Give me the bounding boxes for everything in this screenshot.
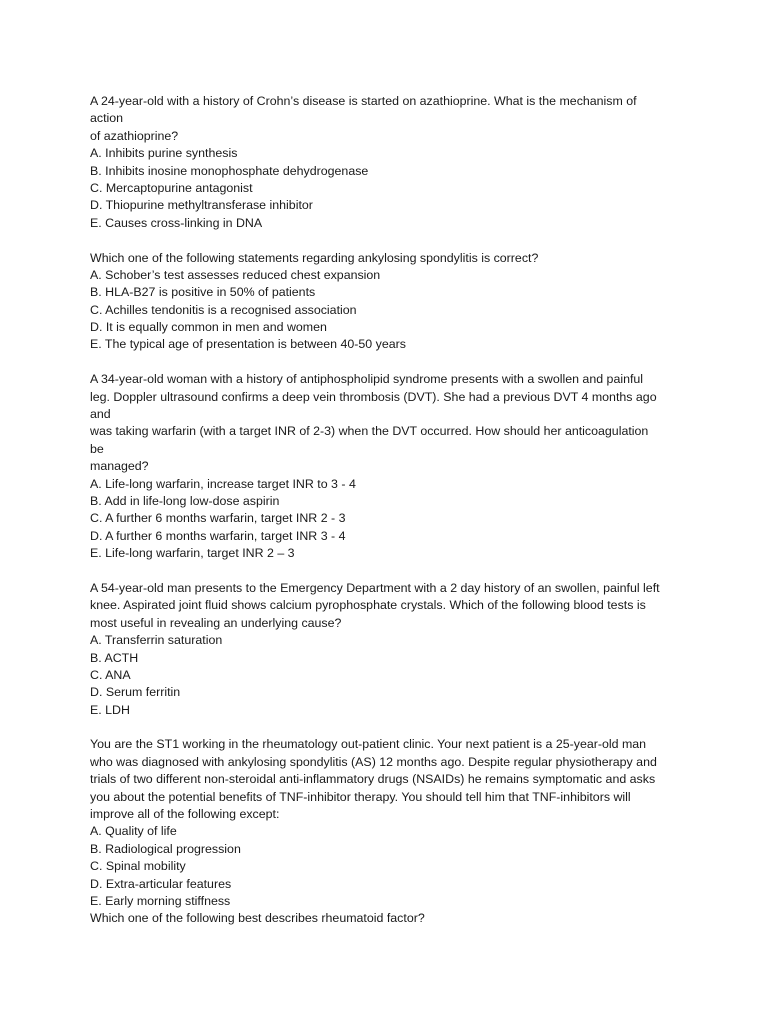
question-stem-line: of azathioprine? [90,128,179,143]
question-6-stem: Which one of the following best describes rheumatoid factor? [90,911,425,926]
question-2 [90,250,690,354]
answer-option-d: D. Extra-articular features [90,876,232,891]
answer-option-e: E. The typical age of presentation is between 40-50 years [90,337,406,352]
question-stem-line: Which one of the following statements regarding ankylosing spondylitis is correct? [90,250,539,265]
answer-option-b: B. HLA-B27 is positive in 50% of patients [90,285,316,300]
answer-option-c: C. A further 6 months warfarin, target INR 2 - 3 [90,511,346,526]
question-5 [90,736,690,910]
question-stem-line: improve all of the following except: [90,807,280,822]
question-stem-line: be [90,441,104,456]
question-stem-line: A 54-year-old man presents to the Emergency Department with a 2 day history of an swollen, painful left [90,580,660,595]
question-stem-line: most useful in revealing an underlying cause? [90,615,342,630]
answer-option-d: D. It is equally common in men and women [90,320,327,335]
answer-option-c: C. Mercaptopurine antagonist [90,180,253,195]
answer-option-b: B. Add in life-long low-dose aspirin [90,493,280,508]
answer-option-e: E. Causes cross-linking in DNA [90,215,263,230]
question-stem-line: action [90,111,124,126]
answer-option-e: E. Early morning stiffness [90,893,231,908]
answer-option-b: B. ACTH [90,650,139,665]
answer-option-c: C. Spinal mobility [90,859,186,874]
answer-option-e: E. Life-long warfarin, target INR 2 – 3 [90,546,295,561]
answer-option-c: C. Achilles tendonitis is a recognised association [90,302,357,317]
question-stem-line: knee. Aspirated joint fluid shows calcium pyrophosphate crystals. Which of the following blood tests is [90,598,646,613]
question-stem-line: was taking warfarin (with a target INR of 2-3) when the DVT occurred. How should her anticoagulation [90,424,649,439]
answer-option-b: B. Radiological progression [90,841,241,856]
paragraph-gap [90,354,690,371]
answer-option-a: A. Quality of life [90,824,177,839]
question-stem-line: leg. Doppler ultrasound confirms a deep vein thrombosis (DVT). She had a previous DVT 4 months ago [90,389,657,404]
paragraph-gap [90,719,690,736]
question-stem-line: who was diagnosed with ankylosing spondylitis (AS) 12 months ago. Despite regular physiotherapy and [90,754,657,769]
answer-option-c: C. ANA [90,667,131,682]
answer-option-d: D. Serum ferritin [90,685,181,700]
question-4 [90,580,690,719]
answer-option-d: D. Thiopurine methyltransferase inhibitor [90,198,313,213]
question-stem-line: A 24-year-old with a history of Crohn’s disease is started on azathioprine. What is the mechanism of [90,94,637,108]
answer-option-e: E. LDH [90,702,130,717]
answer-option-a: A. Transferrin saturation [90,633,223,648]
question-stem-line: You are the ST1 working in the rheumatology out-patient clinic. Your next patient is a 25-year-old man [90,737,647,752]
question-stem-line: managed? [90,459,149,474]
question-stem-line: you about the potential benefits of TNF-inhibitor therapy. You should tell him that TNF-inhibitors will [90,789,631,804]
answer-option-a: A. Life-long warfarin, increase target INR to 3 - 4 [90,476,356,491]
answer-option-a: A. Inhibits purine synthesis [90,146,238,161]
document-page [90,93,690,928]
question-stem-line: trials of two different non-steroidal anti-inflammatory drugs (NSAIDs) he remains symptomatic and asks [90,772,656,787]
question-1 [90,93,690,232]
question-stem-line: A 34-year-old woman with a history of antiphospholipid syndrome presents with a swollen and painful [90,372,644,387]
paragraph-gap [90,563,690,580]
question-stem-line: and [90,407,111,422]
paragraph-gap [90,232,690,249]
answer-option-b: B. Inhibits inosine monophosphate dehydrogenase [90,163,369,178]
question-3 [90,371,690,562]
answer-option-d: D. A further 6 months warfarin, target INR 3 - 4 [90,528,346,543]
answer-option-a: A. Schober’s test assesses reduced chest expansion [90,267,381,282]
